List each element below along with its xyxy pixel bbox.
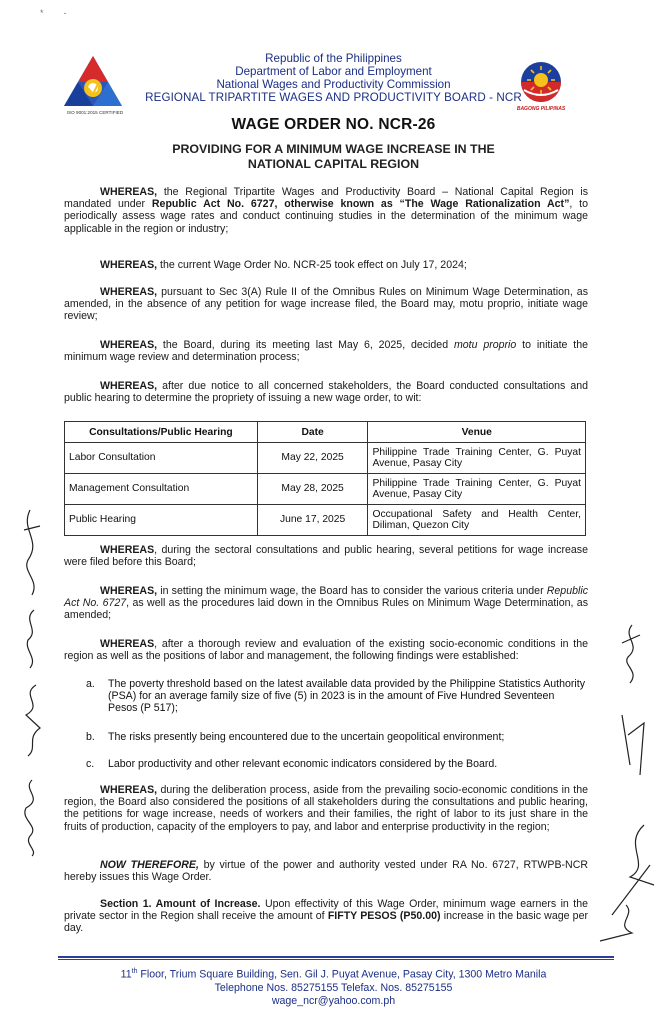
whereas-paragraph-2: WHEREAS, the current Wage Order No. NCR-25 took effect on July 17, 2024; — [100, 259, 467, 271]
consultations-table — [64, 421, 586, 536]
list-marker: b. — [86, 731, 95, 743]
list-item — [86, 731, 586, 743]
table-cell: Philippine Trade Training Center, G. Puyat Avenue, Pasay City — [368, 474, 586, 505]
table-row — [65, 505, 586, 536]
footer-rule — [58, 956, 614, 958]
list-text: Labor productivity and other relevant economic indicators considered by the Board. — [108, 758, 498, 770]
list-marker: a. — [86, 678, 95, 690]
letterhead-line-1: Republic of the Philippines — [265, 52, 402, 65]
table-header: Date — [257, 422, 368, 443]
whereas-paragraph-4: WHEREAS, the Board, during its meeting last May 6, 2025, decided motu proprio to initiate the minimum wage review and determination process; — [64, 339, 589, 364]
letterhead-line-4: REGIONAL TRIPARTITE WAGES AND PRODUCTIVITY BOARD - NCR — [145, 91, 522, 104]
subtitle-line-1: PROVIDING FOR A MINIMUM WAGE INCREASE IN THE — [172, 142, 495, 156]
table-cell: May 22, 2025 — [257, 443, 368, 474]
wage-order-title: WAGE ORDER NO. NCR-26 — [231, 116, 436, 133]
scan-mark: * - — [40, 8, 67, 18]
footer-line-3: wage_ncr@yahoo.com.ph — [271, 995, 396, 1008]
table-row — [65, 443, 586, 474]
table-cell: Public Hearing — [65, 505, 258, 536]
list-marker: c. — [86, 758, 95, 770]
list-text: The poverty threshold based on the latest available data provided by the Philippine Statistics Authority (PSA) for an average family size of five (5) in 2023 is in the amount of Five Hundred Seventeen Pesos (P 517); — [108, 678, 586, 715]
subtitle-line-2: NATIONAL CAPITAL REGION — [247, 157, 420, 171]
table-header-row — [65, 422, 586, 443]
table-row — [65, 474, 586, 505]
footer-address — [0, 965, 667, 1008]
whereas-paragraph-1: WHEREAS, the Regional Tripartite Wages and Productivity Board – National Capital Region is mandated under Republic Act No. 6727, otherwise known as “The Wage Rationalization Act”, to periodically assess wage rates and conduct continuing studies in the determination of the minimum wage applicable in the region or industry; — [64, 186, 588, 235]
right-margin-signatures — [592, 615, 662, 945]
footer-rule-thin — [58, 959, 614, 960]
table-cell: Occupational Safety and Health Center, Diliman, Quezon City — [368, 505, 586, 536]
whereas-paragraph-5: WHEREAS, after due notice to all concerned stakeholders, the Board conducted consultations and public hearing to determine the propriety of issuing a new wage order, to wit: — [64, 380, 588, 405]
iso-label: ISO 9001:2015 CERTIFIED — [66, 110, 124, 115]
whereas-paragraph-3: WHEREAS, pursuant to Sec 3(A) Rule II of the Omnibus Rules on Minimum Wage Determination, as amended, in the absence of any petition for wage increase filed, the Board may, motu proprio, initiate wage review; — [64, 286, 588, 323]
now-therefore-paragraph: NOW THEREFORE, by virtue of the power and authority vested under RA No. 6727, RTWPB-NCR hereby issues this Wage Order. — [64, 859, 588, 884]
footer-line-1: 11th Floor, Trium Square Building, Sen. Gil J. Puyat Avenue, Pasay City, 1300 Metro Manila — [120, 968, 547, 981]
table-header: Venue — [368, 422, 586, 443]
whereas-paragraph-7: WHEREAS, in setting the minimum wage, the Board has to consider the various criteria under Republic Act No. 6727, as well as the procedures laid down in the Omnibus Rules on Minimum Wage Determination, as amended; — [64, 585, 588, 622]
table-cell: Management Consultation — [65, 474, 258, 505]
whereas-paragraph-8: WHEREAS, after a thorough review and evaluation of the existing socio-economic conditions in the region as well as the positions of labor and management, the following findings were established: — [64, 638, 588, 663]
letterhead-line-3: National Wages and Productivity Commission — [216, 78, 451, 91]
list-item — [86, 758, 586, 770]
letterhead-line-2: Department of Labor and Employment — [235, 65, 432, 78]
footer-line-2: Telephone Nos. 85275155 Telefax. Nos. 85275155 — [214, 981, 453, 994]
whereas-paragraph-6: WHEREAS, during the sectoral consultations and public hearing, several petitions for wage increase were filed before this Board; — [64, 544, 588, 569]
list-item — [86, 678, 586, 715]
left-margin-signatures — [10, 500, 54, 860]
wage-order-subtitle — [0, 142, 667, 172]
whereas-paragraph-9: WHEREAS, during the deliberation process, aside from the prevailing socio-economic conditions in the region, the Board also considered the positions of all stakeholders during the consultations and public hearing, the petitions for wage increase, needs of workers and their families, the right of labor to its just share in the fruits of production, capacity of the employers to pay, and labor and enterprise productivity in the region; — [64, 784, 588, 833]
letterhead — [0, 52, 667, 104]
table-cell: Philippine Trade Training Center, G. Puyat Avenue, Pasay City — [368, 443, 586, 474]
table-cell: June 17, 2025 — [257, 505, 368, 536]
table-header: Consultations/Public Hearing — [65, 422, 258, 443]
table-cell: Labor Consultation — [65, 443, 258, 474]
section-1-paragraph: Section 1. Amount of Increase. Upon effectivity of this Wage Order, minimum wage earners in the private sector in the Region shall receive the amount of FIFTY PESOS (P50.00) increase in the basic wage per day. — [64, 898, 588, 935]
bagong-pilipinas-label: BAGONG PILIPINAS — [516, 106, 566, 112]
table-cell: May 28, 2025 — [257, 474, 368, 505]
list-text: The risks presently being encountered due to the uncertain geopolitical environment; — [108, 731, 505, 743]
